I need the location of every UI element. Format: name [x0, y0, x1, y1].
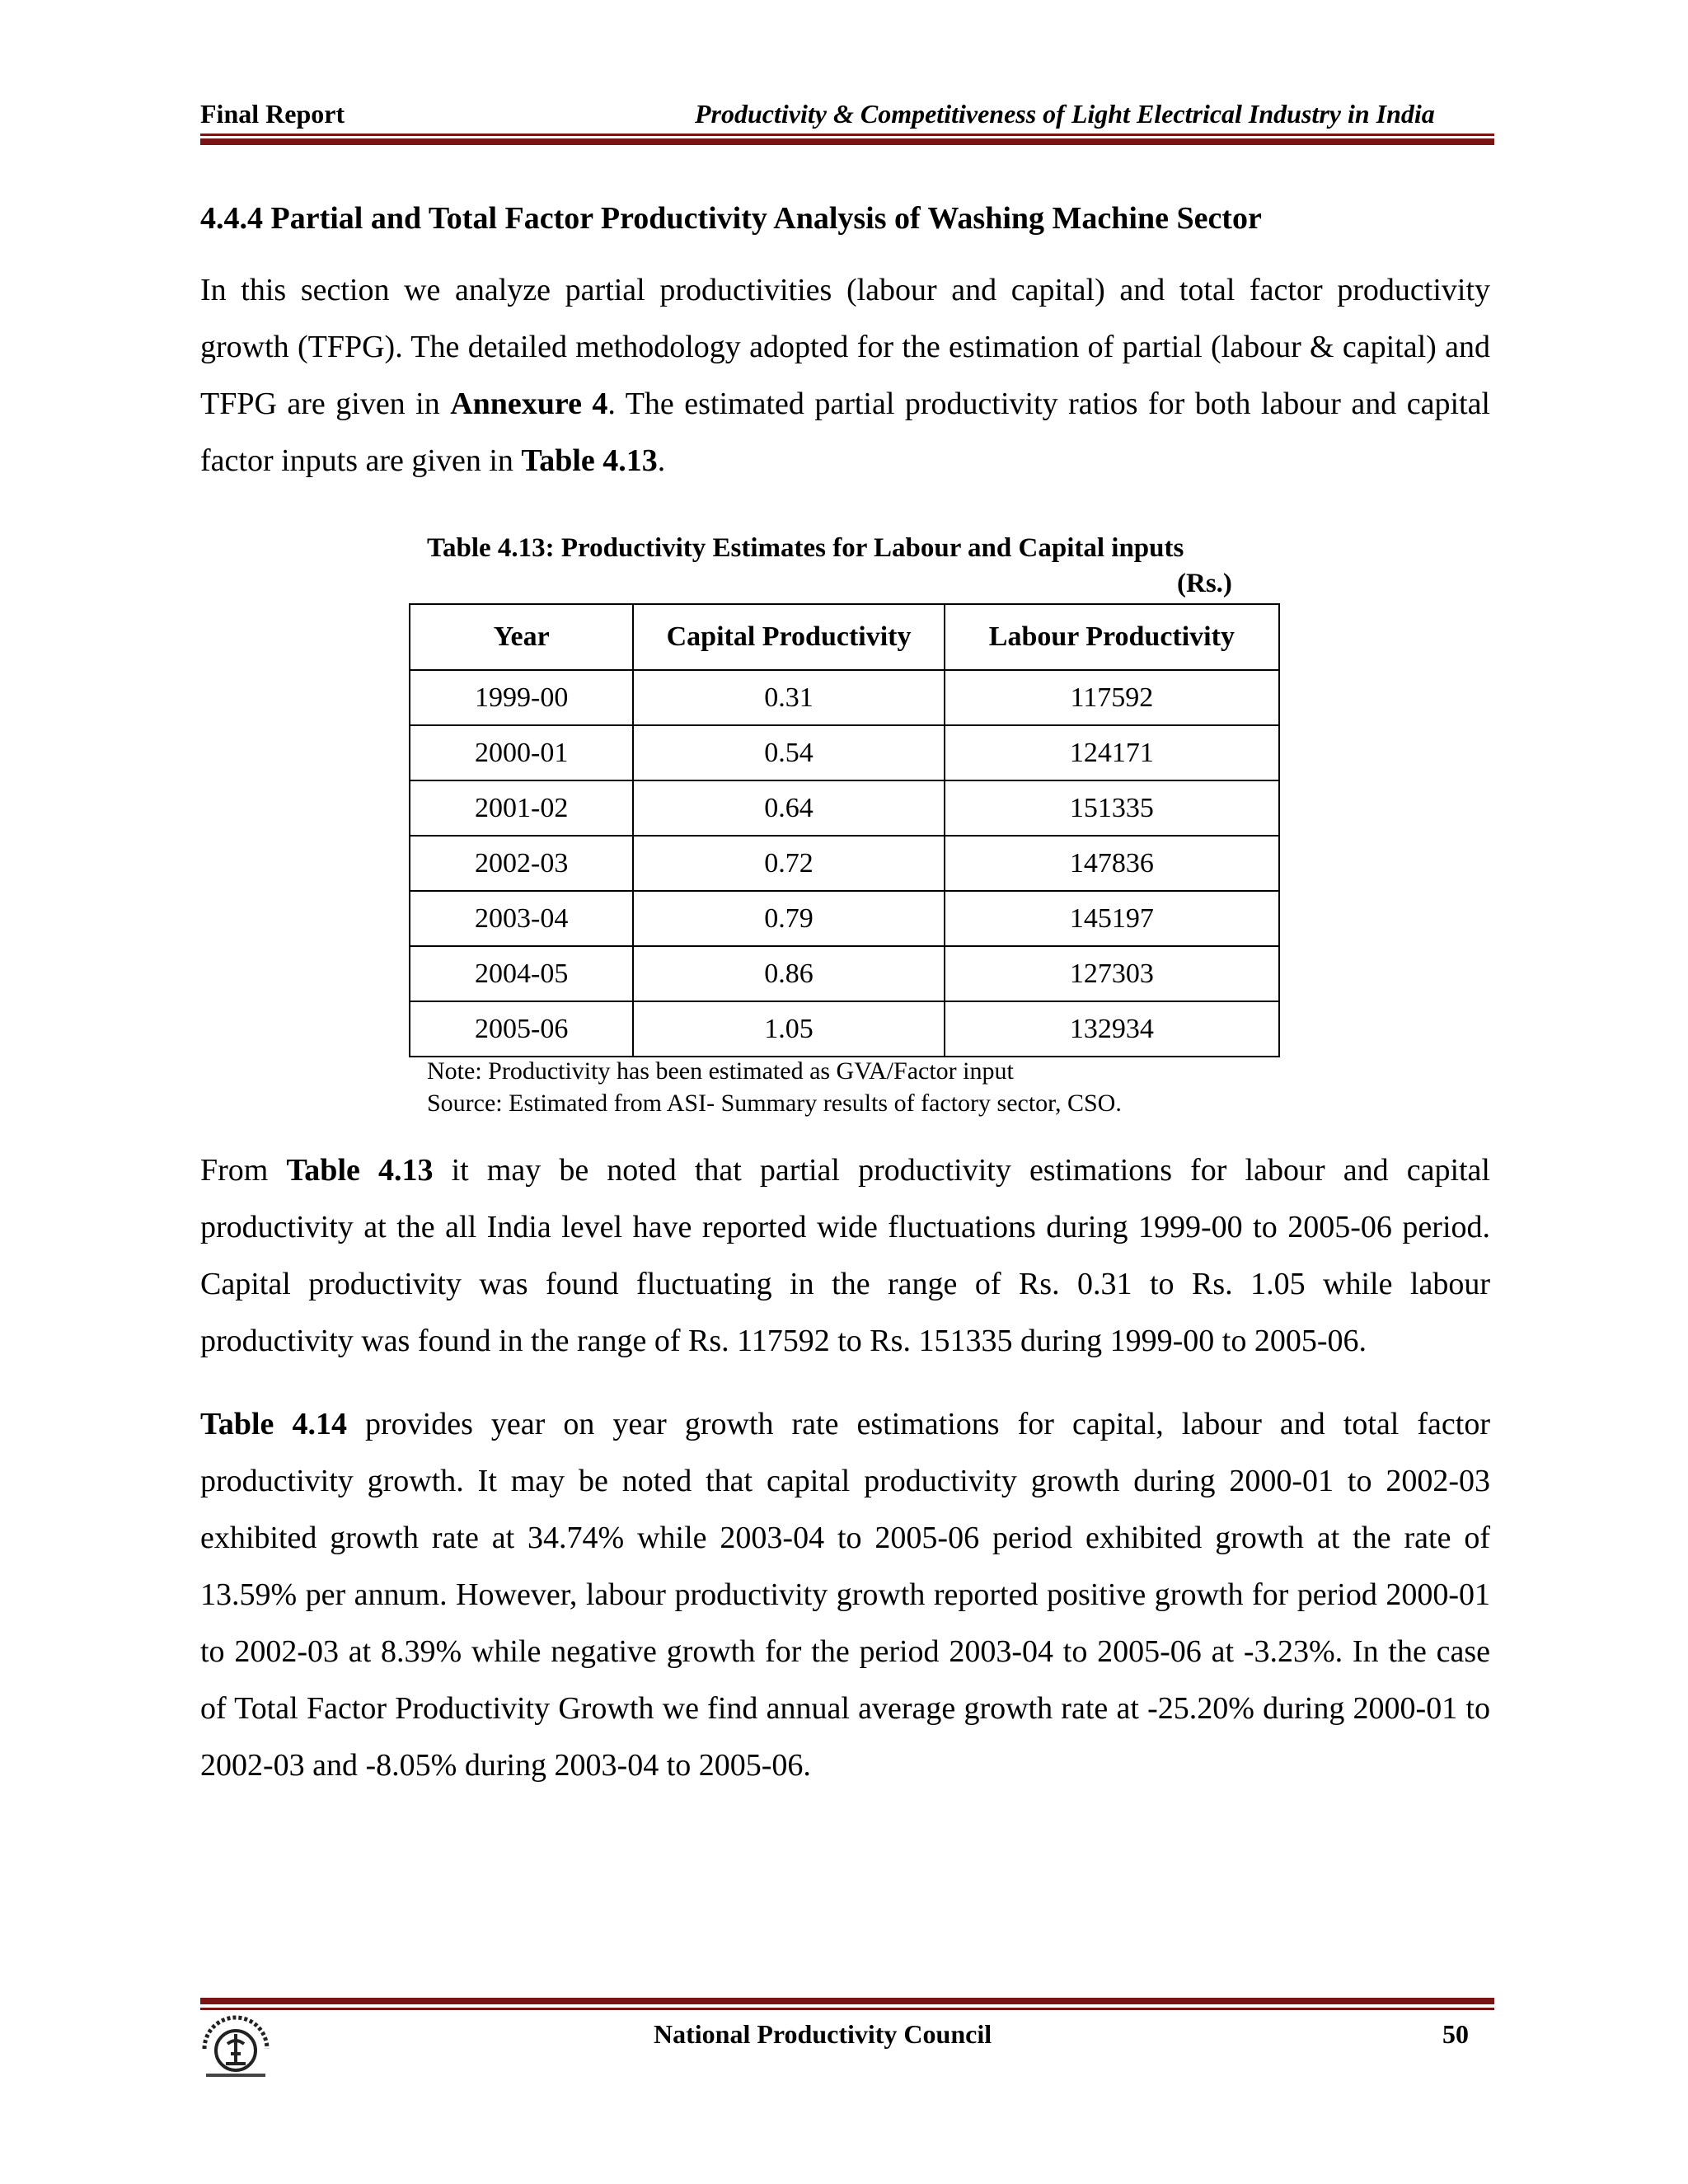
table-reference: Table 4.13 — [521, 443, 658, 478]
intro-text-3: . — [657, 443, 666, 478]
cell-labour: 132934 — [945, 1001, 1279, 1057]
column-header-labour: Labour Productivity — [945, 604, 1279, 670]
intro-text-1: In this section we analyze partial productivities (labour and capital) and total factor productivity growth (TFPG). The detailed methodology adopted for the estimation of partial (labour & capital) and TFPG are given in — [200, 273, 1490, 421]
table-row — [410, 836, 1279, 891]
table-reference: Table 4.14 — [200, 1407, 347, 1441]
cell-labour: 147836 — [945, 836, 1279, 891]
column-header-capital: Capital Productivity — [633, 604, 944, 670]
cell-capital: 0.54 — [633, 725, 944, 780]
npc-logo-icon — [195, 2009, 277, 2083]
para2-text-2: it may be noted that partial productivity estimations for labour and capital productivity at the all India level have reported wide fluctuations during 1999-00 to 2005-06 period. Capital productivity was found fluctuating in the range of Rs. 0.31 to Rs. 1.05 while labour productivity was found in the range of Rs. 117592 to Rs. 151335 during 1999-00 to 2005-06. — [200, 1153, 1490, 1358]
cell-year: 1999-00 — [410, 670, 633, 725]
header-right-title: Productivity & Competitiveness of Light Electrical Industry in India — [695, 99, 1435, 129]
page-number: 50 — [1442, 2019, 1469, 2049]
cell-labour: 127303 — [945, 946, 1279, 1001]
cell-year: 2003-04 — [410, 891, 633, 946]
header-left-title: Final Report — [200, 99, 345, 129]
footer-rule-thick — [200, 1998, 1494, 2004]
cell-year: 2005-06 — [410, 1001, 633, 1057]
cell-capital: 0.31 — [633, 670, 944, 725]
header-rule-thin — [200, 134, 1494, 136]
cell-year: 2000-01 — [410, 725, 633, 780]
annexure-reference: Annexure 4 — [450, 387, 608, 421]
table-unit: (Rs.) — [1177, 569, 1232, 598]
table-caption: Table 4.13: Productivity Estimates for Labour and Capital inputs — [427, 533, 1184, 563]
table-source: Source: Estimated from ASI- Summary results of factory sector, CSO. — [427, 1090, 1122, 1117]
cell-labour: 151335 — [945, 780, 1279, 836]
para3-text-1: provides year on year growth rate estimations for capital, labour and total factor productivity growth. It may be noted that capital productivity growth during 2000-01 to 2002-03 exhibited growth rate at 34.74% while 2003-04 to 2005-06 period exhibited growth at the rate of 13.59% per annum. However, labour productivity growth reported positive growth for period 2000-01 to 2002-03 at 8.39% while negative growth for the period 2003-04 to 2005-06 at -3.23%. In the case of Total Factor Productivity Growth we find annual average growth rate at -25.20% during 2000-01 to 2002-03 and -8.05% during 2003-04 to 2005-06. — [200, 1407, 1491, 1783]
cell-capital: 1.05 — [633, 1001, 944, 1057]
table-reference: Table 4.13 — [286, 1153, 434, 1188]
cell-capital: 0.86 — [633, 946, 944, 1001]
cell-labour: 117592 — [945, 670, 1279, 725]
intro-paragraph — [200, 262, 1490, 490]
table-header-row — [410, 604, 1279, 670]
footer-organization: National Productivity Council — [654, 2019, 992, 2049]
table-row — [410, 946, 1279, 1001]
cell-year: 2002-03 — [410, 836, 633, 891]
column-header-year: Year — [410, 604, 633, 670]
para2-text-1: From — [200, 1153, 287, 1188]
table-note: Note: Productivity has been estimated as GVA/Factor input — [427, 1057, 1014, 1085]
cell-year: 2001-02 — [410, 780, 633, 836]
table-row — [410, 670, 1279, 725]
productivity-table — [409, 603, 1280, 1057]
table-row — [410, 725, 1279, 780]
cell-year: 2004-05 — [410, 946, 633, 1001]
table-row — [410, 1001, 1279, 1057]
section-heading: 4.4.4 Partial and Total Factor Productivity Analysis of Washing Machine Sector — [200, 201, 1262, 236]
header-rule-thick — [200, 138, 1494, 145]
footer-rule-thin — [200, 2008, 1494, 2010]
cell-labour: 124171 — [945, 725, 1279, 780]
cell-capital: 0.72 — [633, 836, 944, 891]
table-row — [410, 780, 1279, 836]
cell-capital: 0.64 — [633, 780, 944, 836]
analysis-paragraph-1 — [200, 1142, 1490, 1370]
table-row — [410, 891, 1279, 946]
cell-capital: 0.79 — [633, 891, 944, 946]
analysis-paragraph-2 — [200, 1396, 1490, 1794]
cell-labour: 145197 — [945, 891, 1279, 946]
intro-text-2: . The estimated partial productivity ratios for both labour and capital factor inputs are given in — [200, 387, 1490, 478]
